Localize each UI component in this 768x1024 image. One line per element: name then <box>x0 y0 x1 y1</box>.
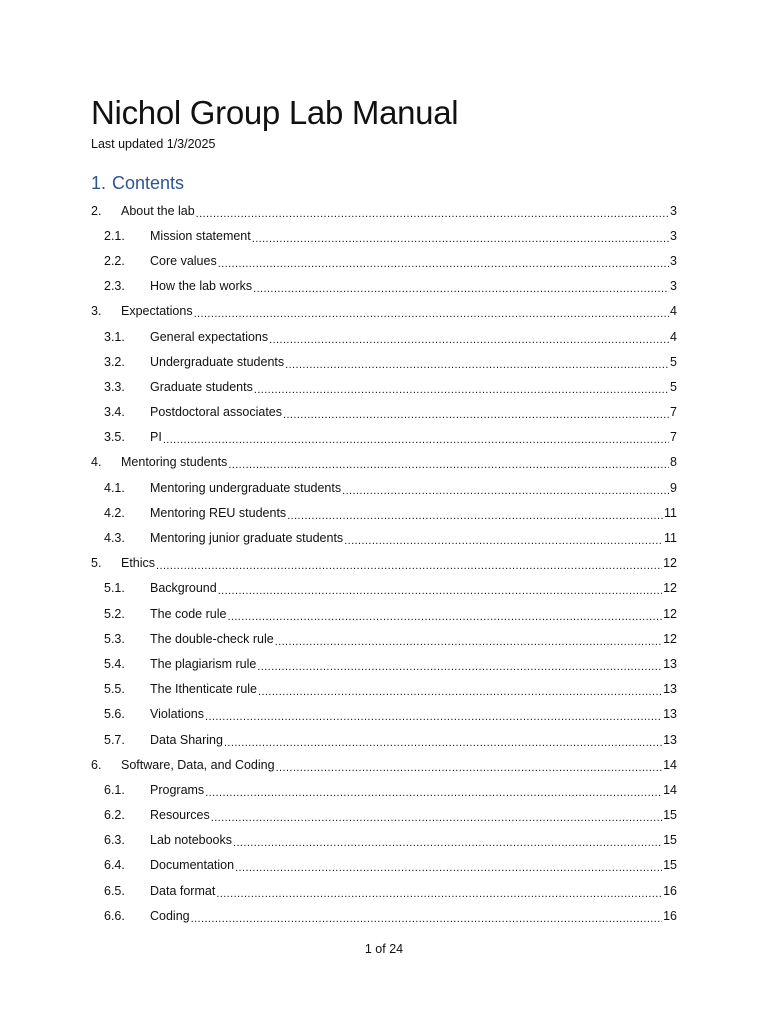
toc-heading-number: 1. <box>91 173 107 193</box>
toc-entry[interactable] <box>91 324 677 349</box>
toc-dot-leader <box>211 810 662 824</box>
toc-entry-title[interactable]: Core values <box>150 253 217 268</box>
toc-dot-leader <box>342 483 669 497</box>
toc-entry[interactable] <box>91 223 677 248</box>
toc-entry[interactable] <box>91 752 677 777</box>
toc-entry-page[interactable]: 4 <box>670 304 677 319</box>
toc-entry[interactable] <box>91 576 677 601</box>
toc-dot-leader <box>205 785 662 799</box>
toc-entry-page[interactable]: 11 <box>664 531 677 546</box>
toc-entry[interactable] <box>91 400 677 425</box>
toc-entry-page[interactable]: 15 <box>663 808 677 823</box>
toc-entry-page[interactable]: 11 <box>664 505 677 520</box>
toc-entry-number: 6.5. <box>104 883 125 898</box>
toc-entry[interactable] <box>91 349 677 374</box>
toc-dot-leader <box>224 735 662 749</box>
toc-entry-page[interactable]: 4 <box>670 329 677 344</box>
toc-entry-title[interactable]: Graduate students <box>150 379 253 394</box>
toc-entry[interactable] <box>91 601 677 626</box>
toc-entry-page[interactable]: 15 <box>663 858 677 873</box>
toc-entry-page[interactable]: 12 <box>663 606 677 621</box>
toc-entry-page[interactable]: 5 <box>670 354 677 369</box>
toc-entry[interactable] <box>91 803 677 828</box>
toc-entry-title[interactable]: The Ithenticate rule <box>150 682 258 697</box>
toc-entry-page[interactable]: 13 <box>663 732 677 747</box>
toc-dot-leader <box>254 382 669 396</box>
toc-entry-number: 5.7. <box>104 732 125 747</box>
toc-entry-title[interactable]: Mentoring REU students <box>150 505 287 520</box>
toc-entry-number: 5. <box>91 556 102 571</box>
toc-dot-leader <box>218 256 669 270</box>
toc-entry-title[interactable]: Programs <box>150 782 205 797</box>
toc-entry-title[interactable]: Mission statement <box>150 228 251 243</box>
toc-entry-number: 2.2. <box>104 253 125 268</box>
toc-entry[interactable] <box>91 651 677 676</box>
toc-entry-title[interactable]: The code rule <box>150 606 227 621</box>
toc-entry-page[interactable]: 8 <box>670 455 677 470</box>
toc-entry-title[interactable]: Mentoring undergraduate students <box>150 480 342 495</box>
toc-entry-page[interactable]: 14 <box>663 782 677 797</box>
toc-entry-title[interactable]: Lab notebooks <box>150 833 233 848</box>
toc-dot-leader <box>287 508 663 522</box>
toc-entry-number: 6.4. <box>104 858 125 873</box>
toc-entry[interactable] <box>91 525 677 550</box>
toc-dot-leader <box>252 231 669 245</box>
toc-entry-page[interactable]: 16 <box>663 883 677 898</box>
toc-entry-number: 5.4. <box>104 656 125 671</box>
toc-entry[interactable] <box>91 878 677 903</box>
toc-dot-leader <box>218 583 662 597</box>
toc-entry-title[interactable]: Background <box>150 581 217 596</box>
toc-dot-leader <box>205 709 662 723</box>
toc-entry-number: 3.1. <box>104 329 125 344</box>
toc-entry[interactable] <box>91 274 677 299</box>
toc-entry-page[interactable]: 3 <box>670 253 677 268</box>
toc-entry-number: 5.1. <box>104 581 125 596</box>
toc-dot-leader <box>257 659 662 673</box>
toc-dot-leader <box>258 684 662 698</box>
toc-dot-leader <box>269 332 669 346</box>
toc-entry-page[interactable]: 5 <box>670 379 677 394</box>
toc-entry-number: 6.2. <box>104 808 125 823</box>
toc-entry-number: 4.2. <box>104 505 125 520</box>
toc-entry-page[interactable]: 3 <box>670 279 677 294</box>
toc-entry-title[interactable]: PI <box>150 430 162 445</box>
toc-entry[interactable] <box>91 551 677 576</box>
toc-entry-title[interactable]: Postdoctoral associates <box>150 405 283 420</box>
toc-dot-leader <box>228 457 669 471</box>
toc-entry-page[interactable]: 15 <box>663 833 677 848</box>
toc-entry[interactable] <box>91 727 677 752</box>
toc-entry-title[interactable]: Data format <box>150 883 216 898</box>
toc-dot-leader <box>196 206 669 220</box>
toc-entry-number: 5.2. <box>104 606 125 621</box>
toc-entry-title[interactable]: Software, Data, and Coding <box>121 757 275 772</box>
toc-dot-leader <box>276 760 663 774</box>
toc-entry[interactable] <box>91 853 677 878</box>
toc-entry-number: 6.1. <box>104 782 125 797</box>
toc-entry-number: 5.5. <box>104 682 125 697</box>
toc-entry[interactable] <box>91 248 677 273</box>
toc-entry-title[interactable]: The double-check rule <box>150 631 274 646</box>
toc-entry-number: 2.1. <box>104 228 125 243</box>
toc-entry[interactable] <box>91 198 677 223</box>
toc-dot-leader <box>275 634 662 648</box>
toc-entry-page[interactable]: 7 <box>670 430 677 445</box>
toc-entry-title[interactable]: Data Sharing <box>150 732 223 747</box>
table-of-contents <box>91 198 677 928</box>
toc-dot-leader <box>227 609 662 623</box>
toc-entry-page[interactable]: 12 <box>663 581 677 596</box>
toc-entry[interactable] <box>91 425 677 450</box>
toc-entry-number: 6. <box>91 757 102 772</box>
toc-entry[interactable] <box>91 677 677 702</box>
toc-entry-page[interactable]: 13 <box>663 656 677 671</box>
toc-entry-number: 3.2. <box>104 354 125 369</box>
toc-entry-title[interactable]: Expectations <box>121 304 193 319</box>
toc-entry-title[interactable]: Coding <box>150 908 190 923</box>
toc-entry[interactable] <box>91 626 677 651</box>
toc-heading-label: Contents <box>112 173 185 193</box>
toc-entry[interactable] <box>91 475 677 500</box>
toc-entry-page[interactable]: 13 <box>663 707 677 722</box>
toc-dot-leader <box>344 533 663 547</box>
toc-entry-page[interactable]: 3 <box>670 203 677 218</box>
page-number-footer: 1 of 24 <box>364 942 404 956</box>
toc-entry-page[interactable]: 14 <box>663 757 677 772</box>
toc-entry-title[interactable]: General expectations <box>150 329 269 344</box>
toc-entry-title[interactable]: Ethics <box>121 556 156 571</box>
toc-entry-title[interactable]: Undergraduate students <box>150 354 285 369</box>
toc-dot-leader <box>285 357 669 371</box>
toc-entry-number: 6.3. <box>104 833 125 848</box>
toc-entry[interactable] <box>91 828 677 853</box>
toc-entry-number: 5.3. <box>104 631 125 646</box>
toc-entry-page[interactable]: 3 <box>670 228 677 243</box>
toc-entry[interactable] <box>91 903 677 928</box>
toc-entry-number: 3.3. <box>104 379 125 394</box>
toc-entry-number: 2. <box>91 203 102 218</box>
toc-dot-leader <box>283 407 669 421</box>
toc-entry-page[interactable]: 13 <box>663 682 677 697</box>
toc-entry[interactable] <box>91 702 677 727</box>
toc-entry-number: 4. <box>91 455 102 470</box>
toc-dot-leader <box>194 306 669 320</box>
toc-dot-leader <box>253 281 669 295</box>
toc-entry-number: 2.3. <box>104 279 125 294</box>
toc-entry-number: 4.1. <box>104 480 125 495</box>
toc-entry-title[interactable]: About the lab <box>121 203 195 218</box>
toc-dot-leader <box>235 860 662 874</box>
last-updated-text: Last updated 1/3/2025 <box>91 137 216 151</box>
toc-entry[interactable] <box>91 777 677 802</box>
toc-entry-number: 3.5. <box>104 430 125 445</box>
toc-entry-number: 6.6. <box>104 908 125 923</box>
toc-entry-title[interactable]: Mentoring students <box>121 455 228 470</box>
toc-entry[interactable] <box>91 374 677 399</box>
toc-entry-title[interactable]: Mentoring junior graduate students <box>150 531 344 546</box>
toc-entry-page[interactable]: 7 <box>670 405 677 420</box>
toc-entry-number: 4.3. <box>104 531 125 546</box>
toc-entry-page[interactable]: 12 <box>663 556 677 571</box>
toc-entry-title[interactable]: How the lab works <box>150 279 253 294</box>
toc-entry[interactable] <box>91 450 677 475</box>
toc-dot-leader <box>156 558 662 572</box>
toc-dot-leader <box>163 432 669 446</box>
toc-dot-leader <box>216 886 662 900</box>
toc-entry-page[interactable]: 12 <box>663 631 677 646</box>
toc-entry-number: 3.4. <box>104 405 125 420</box>
toc-entry-title[interactable]: Resources <box>150 808 210 823</box>
toc-heading <box>91 173 184 194</box>
toc-entry-title[interactable]: The plagiarism rule <box>150 656 257 671</box>
toc-entry[interactable] <box>91 500 677 525</box>
toc-entry-title[interactable]: Documentation <box>150 858 235 873</box>
toc-entry-number: 5.6. <box>104 707 125 722</box>
toc-entry-number: 3. <box>91 304 102 319</box>
document-title: Nichol Group Lab Manual <box>91 94 459 131</box>
toc-entry-page[interactable]: 16 <box>663 908 677 923</box>
toc-dot-leader <box>233 835 662 849</box>
toc-dot-leader <box>191 911 662 925</box>
toc-entry-page[interactable]: 9 <box>670 480 677 495</box>
toc-entry[interactable] <box>91 299 677 324</box>
toc-entry-title[interactable]: Violations <box>150 707 204 722</box>
